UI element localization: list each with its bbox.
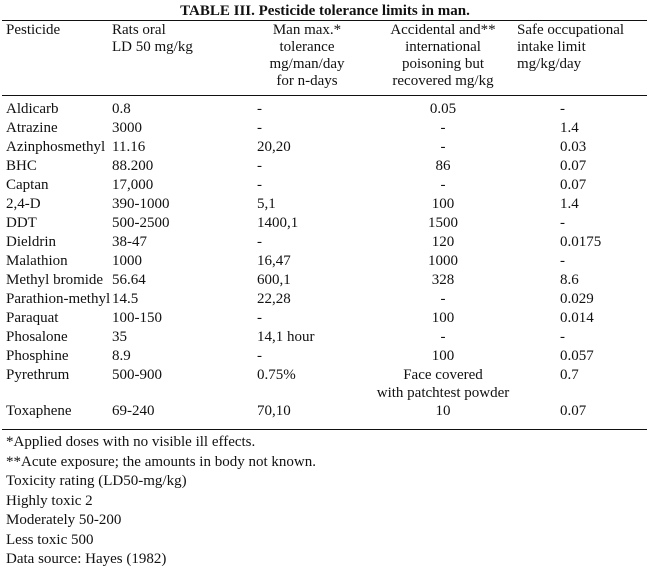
- cell-safe-intake: 0.03: [560, 139, 587, 155]
- cell-pesticide: Azinphosmethyl: [6, 139, 106, 155]
- cell-pesticide: Dieldrin: [6, 234, 56, 250]
- cell-pesticide: Toxaphene: [6, 403, 72, 419]
- cell-pesticide: Parathion-methyl: [6, 291, 111, 307]
- cell-accidental: [358, 366, 528, 402]
- table-row: [0, 402, 650, 420]
- cell-ld50: 56.64: [112, 272, 146, 288]
- cell-safe-intake: -: [560, 215, 565, 231]
- table-row: [0, 347, 650, 365]
- cell-accidental: 100: [431, 196, 455, 212]
- cell-man-max: 5,1: [257, 196, 276, 212]
- cell-safe-intake: 0.07: [560, 158, 587, 174]
- cell-safe-intake: -: [560, 329, 565, 345]
- header-ld50: [112, 22, 193, 56]
- header-line: LD 50 mg/kg: [112, 39, 193, 55]
- header-pesticide: [6, 22, 60, 39]
- cell-man-max: -: [257, 310, 262, 326]
- cell-pesticide: Phosphine: [6, 348, 69, 364]
- cell-man-max: -: [257, 234, 262, 250]
- cell-accidental: -: [440, 177, 446, 193]
- cell-man-max: 14,1 hour: [257, 329, 315, 345]
- cell-accidental: 100: [431, 310, 455, 326]
- header-rule: [2, 95, 647, 96]
- header-line: Pesticide: [6, 22, 61, 38]
- cell-safe-intake: 1.4: [560, 120, 579, 136]
- footnote: **Acute exposure; the amounts in body not known.: [6, 453, 316, 470]
- cell-pesticide: Captan: [6, 177, 49, 193]
- cell-ld50: 390-1000: [112, 196, 170, 212]
- cell-ld50: 17,000: [112, 177, 154, 193]
- cell-pesticide: Atrazine: [6, 120, 58, 136]
- header-man-max: [257, 22, 357, 90]
- footnote: Toxicity rating (LD50-mg/kg): [6, 473, 187, 489]
- cell-ld50: 0.8: [112, 101, 131, 117]
- table-row: [0, 157, 650, 175]
- footnote: Highly toxic 2: [6, 492, 93, 509]
- cell-ld50: 14.5: [112, 291, 139, 307]
- cell-man-max: -: [257, 101, 262, 117]
- cell-safe-intake: 0.07: [560, 403, 587, 419]
- header-line: tolerance: [279, 39, 335, 55]
- cell-pesticide: Methyl bromide: [6, 272, 104, 288]
- header-line: Man max.*: [272, 22, 342, 38]
- cell-safe-intake: -: [560, 253, 565, 269]
- cell-accidental: -: [440, 329, 446, 345]
- cell-pesticide: 2,4-D: [6, 196, 41, 212]
- cell-pesticide: BHC: [6, 158, 37, 174]
- cell-man-max: 20,20: [257, 139, 291, 155]
- table-row: [0, 366, 650, 401]
- cell-pesticide: Aldicarb: [6, 101, 59, 117]
- cell-pesticide: Phosalone: [6, 329, 68, 345]
- header-line: for n-days: [276, 73, 338, 89]
- header-line: Safe occupational: [517, 22, 625, 38]
- footnote: Moderately 50-200: [6, 512, 122, 528]
- cell-safe-intake: 0.029: [560, 291, 594, 307]
- footnotes: [6, 433, 316, 570]
- cell-safe-intake: -: [560, 101, 565, 117]
- header-line: mg/kg/day: [517, 56, 582, 72]
- header-line: intake limit: [517, 39, 586, 55]
- cell-accidental: 1000: [428, 253, 458, 269]
- table-row: [0, 271, 650, 289]
- table-row: [0, 233, 650, 251]
- cell-line: Face covered: [403, 367, 483, 383]
- table-row: [0, 176, 650, 194]
- footnote: *Applied doses with no visible ill effects.: [6, 434, 256, 450]
- cell-man-max: 600,1: [257, 272, 291, 288]
- cell-accidental: -: [440, 120, 446, 136]
- table-row: [0, 138, 650, 156]
- cell-ld50: 11.16: [112, 139, 146, 155]
- cell-ld50: 88.200: [112, 158, 154, 174]
- cell-accidental: 86: [435, 158, 451, 174]
- cell-ld50: 38-47: [112, 234, 147, 250]
- cell-pesticide: DDT: [6, 215, 37, 231]
- cell-safe-intake: 0.07: [560, 177, 587, 193]
- cell-accidental: -: [440, 291, 446, 307]
- cell-man-max: -: [257, 158, 262, 174]
- table-row: [0, 252, 650, 270]
- cell-man-max: 0.75%: [257, 367, 296, 383]
- cell-accidental: 0.05: [429, 101, 457, 117]
- table-row: [0, 328, 650, 346]
- table-title: TABLE III. Pesticide tolerance limits in man.: [180, 3, 470, 19]
- cell-safe-intake: 0.057: [560, 348, 594, 364]
- cell-ld50: 69-240: [112, 403, 155, 419]
- cell-accidental: 120: [431, 234, 455, 250]
- header-line: poisoning but: [401, 56, 485, 72]
- cell-safe-intake: 0.0175: [560, 234, 602, 250]
- top-rule: [2, 20, 647, 21]
- cell-man-max: 70,10: [257, 403, 291, 419]
- header-accidental: [358, 22, 528, 90]
- cell-pesticide: Pyrethrum: [6, 367, 70, 383]
- cell-accidental: 1500: [428, 215, 458, 231]
- cell-ld50: 100-150: [112, 310, 162, 326]
- cell-man-max: 1400,1: [257, 215, 299, 231]
- cell-ld50: 8.9: [112, 348, 131, 364]
- header-safe-intake: [517, 22, 624, 73]
- cell-pesticide: Paraquat: [6, 310, 59, 326]
- cell-accidental: 100: [431, 348, 455, 364]
- cell-line: with patchtest powder: [376, 385, 510, 401]
- cell-ld50: 35: [112, 329, 127, 345]
- table-row: [0, 290, 650, 308]
- cell-accidental: 328: [431, 272, 455, 288]
- header-line: Rats oral: [112, 22, 166, 38]
- table-row: [0, 309, 650, 327]
- cell-safe-intake: 8.6: [560, 272, 579, 288]
- header-line: mg/man/day: [269, 56, 345, 72]
- footnote: Data source: Hayes (1982): [6, 551, 167, 567]
- cell-man-max: 16,47: [257, 253, 291, 269]
- cell-accidental: -: [440, 139, 446, 155]
- header-line: international: [405, 39, 481, 55]
- header-line: Accidental and**: [390, 22, 496, 38]
- cell-man-max: -: [257, 120, 262, 136]
- cell-man-max: -: [257, 348, 262, 364]
- cell-ld50: 3000: [112, 120, 142, 136]
- cell-pesticide: Malathion: [6, 253, 68, 269]
- table-row: [0, 214, 650, 232]
- cell-man-max: -: [257, 177, 262, 193]
- cell-ld50: 500-2500: [112, 215, 170, 231]
- bottom-rule: [2, 429, 647, 430]
- cell-ld50: 500-900: [112, 367, 162, 383]
- cell-safe-intake: 0.014: [560, 310, 594, 326]
- cell-safe-intake: 1.4: [560, 196, 579, 212]
- cell-accidental: 10: [435, 403, 451, 419]
- table-row: [0, 100, 650, 118]
- header-line: recovered mg/kg: [392, 73, 494, 89]
- table-row: [0, 119, 650, 137]
- cell-ld50: 1000: [112, 253, 142, 269]
- table-row: [0, 195, 650, 213]
- cell-safe-intake: 0.7: [560, 367, 579, 383]
- footnote: Less toxic 500: [6, 531, 94, 548]
- cell-man-max: 22,28: [257, 291, 291, 307]
